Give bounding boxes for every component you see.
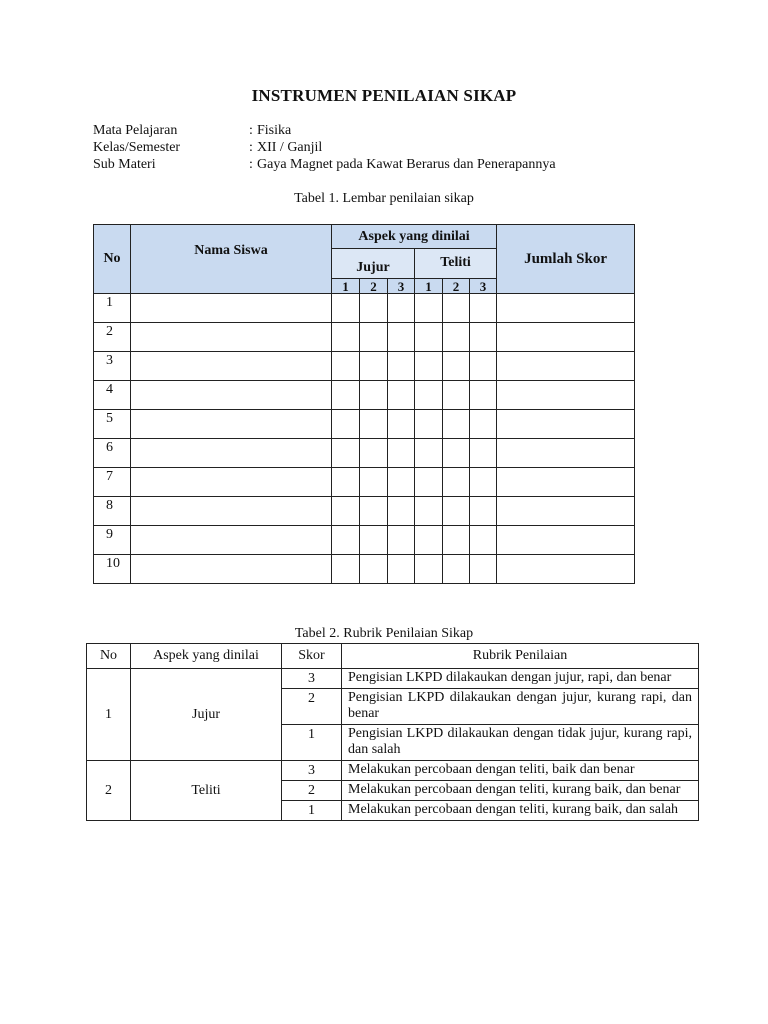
teliti-2-cell[interactable] [443, 468, 470, 497]
jujur-2-cell[interactable] [360, 468, 388, 497]
teliti-1-cell[interactable] [415, 352, 443, 381]
teliti-1-cell[interactable] [415, 294, 443, 323]
teliti-3-cell[interactable] [470, 497, 497, 526]
rubric-description: Melakukan percobaan dengan teliti, kurang baik, dan benar [342, 781, 699, 801]
total-score-cell[interactable] [497, 410, 635, 439]
meta-row-submaterial [93, 156, 556, 173]
rubric-header-score: Skor [282, 644, 342, 669]
rubric-score: 3 [282, 669, 342, 689]
total-score-cell[interactable] [497, 555, 635, 584]
total-score-cell[interactable] [497, 468, 635, 497]
teliti-2-cell[interactable] [443, 323, 470, 352]
header-teliti-3: 3 [470, 279, 497, 294]
teliti-2-cell[interactable] [443, 526, 470, 555]
row-number: 4 [94, 381, 131, 410]
student-row [94, 352, 635, 381]
header-aspect: Aspek yang dinilai [332, 225, 497, 249]
teliti-1-cell[interactable] [415, 555, 443, 584]
rubric-description: Melakukan percobaan dengan teliti, baik dan benar [342, 761, 699, 781]
student-row [94, 526, 635, 555]
header-teliti: Teliti [415, 249, 497, 279]
meta-label: Mata Pelajaran [93, 123, 178, 138]
row-number: 8 [94, 497, 131, 526]
rubric-score: 2 [282, 781, 342, 801]
rubric-description: Melakukan percobaan dengan teliti, kurang baik, dan salah [342, 801, 699, 821]
jujur-3-cell[interactable] [388, 497, 415, 526]
student-name-cell[interactable] [131, 323, 332, 352]
meta-row-class [93, 139, 556, 156]
teliti-2-cell[interactable] [443, 294, 470, 323]
student-row [94, 323, 635, 352]
jujur-1-cell[interactable] [332, 352, 360, 381]
jujur-1-cell[interactable] [332, 381, 360, 410]
jujur-2-cell[interactable] [360, 294, 388, 323]
header-total-score: Jumlah Skor [497, 225, 635, 294]
teliti-3-cell[interactable] [470, 468, 497, 497]
rubric-aspect: Jujur [131, 669, 282, 761]
row-number: 7 [94, 468, 131, 497]
student-name-cell[interactable] [131, 497, 332, 526]
jujur-3-cell[interactable] [388, 526, 415, 555]
total-score-cell[interactable] [497, 439, 635, 468]
attitude-rubric-table [86, 643, 699, 821]
jujur-2-cell[interactable] [360, 439, 388, 468]
jujur-1-cell[interactable] [332, 439, 360, 468]
teliti-1-cell[interactable] [415, 468, 443, 497]
jujur-3-cell[interactable] [388, 294, 415, 323]
teliti-3-cell[interactable] [470, 323, 497, 352]
row-number: 1 [94, 294, 131, 323]
meta-colon: : [249, 157, 253, 172]
student-row [94, 468, 635, 497]
teliti-2-cell[interactable] [443, 439, 470, 468]
jujur-3-cell[interactable] [388, 381, 415, 410]
total-score-cell[interactable] [497, 497, 635, 526]
teliti-1-cell[interactable] [415, 439, 443, 468]
header-jujur-3: 3 [388, 279, 415, 294]
student-name-cell[interactable] [131, 555, 332, 584]
rubric-header-no: No [87, 644, 131, 669]
meta-info [93, 122, 556, 173]
student-row [94, 410, 635, 439]
student-name-cell[interactable] [131, 410, 332, 439]
total-score-cell[interactable] [497, 381, 635, 410]
student-name-cell[interactable] [131, 468, 332, 497]
rubric-score: 3 [282, 761, 342, 781]
header-student-name: Nama Siswa [131, 225, 332, 294]
meta-row-subject [93, 122, 556, 139]
rubric-description: Pengisian LKPD dilakaukan dengan tidak jujur, kurang rapi, dan salah [342, 725, 699, 761]
rubric-no: 1 [87, 669, 131, 761]
student-name-cell[interactable] [131, 294, 332, 323]
teliti-3-cell[interactable] [470, 410, 497, 439]
attitude-assessment-table [93, 224, 635, 584]
student-name-cell[interactable] [131, 526, 332, 555]
teliti-1-cell[interactable] [415, 526, 443, 555]
jujur-2-cell[interactable] [360, 526, 388, 555]
total-score-cell[interactable] [497, 526, 635, 555]
rubric-header-rubric: Rubrik Penilaian [342, 644, 699, 669]
teliti-3-cell[interactable] [470, 555, 497, 584]
jujur-2-cell[interactable] [360, 497, 388, 526]
rubric-header-aspect: Aspek yang dinilai [131, 644, 282, 669]
header-jujur-1: 1 [332, 279, 360, 294]
rubric-description: Pengisian LKPD dilakaukan dengan jujur, rapi, dan benar [342, 669, 699, 689]
student-row [94, 497, 635, 526]
header-jujur-2: 2 [360, 279, 388, 294]
rubric-description: Pengisian LKPD dilakaukan dengan jujur, kurang rapi, dan benar [342, 689, 699, 725]
row-number: 2 [94, 323, 131, 352]
teliti-1-cell[interactable] [415, 323, 443, 352]
table1-caption: Tabel 1. Lembar penilaian sikap [294, 191, 474, 206]
meta-value: Fisika [257, 123, 292, 138]
teliti-2-cell[interactable] [443, 410, 470, 439]
teliti-1-cell[interactable] [415, 381, 443, 410]
row-number: 9 [94, 526, 131, 555]
student-row [94, 381, 635, 410]
table2-caption: Tabel 2. Rubrik Penilaian Sikap [294, 626, 474, 641]
jujur-1-cell[interactable] [332, 468, 360, 497]
teliti-3-cell[interactable] [470, 439, 497, 468]
header-no: No [94, 225, 131, 294]
rubric-score: 1 [282, 801, 342, 821]
student-name-cell[interactable] [131, 439, 332, 468]
meta-colon: : [249, 140, 253, 155]
meta-colon: : [249, 123, 253, 138]
row-number: 10 [94, 555, 131, 584]
teliti-2-cell[interactable] [443, 555, 470, 584]
jujur-2-cell[interactable] [360, 352, 388, 381]
meta-value: Gaya Magnet pada Kawat Berarus dan Penerapannya [257, 157, 556, 172]
row-number: 5 [94, 410, 131, 439]
rubric-score: 2 [282, 689, 342, 725]
student-row [94, 294, 635, 323]
student-name-cell[interactable] [131, 352, 332, 381]
student-row [94, 555, 635, 584]
teliti-3-cell[interactable] [470, 526, 497, 555]
total-score-cell[interactable] [497, 352, 635, 381]
header-teliti-1: 1 [415, 279, 443, 294]
teliti-2-cell[interactable] [443, 497, 470, 526]
teliti-3-cell[interactable] [470, 381, 497, 410]
jujur-1-cell[interactable] [332, 526, 360, 555]
teliti-2-cell[interactable] [443, 381, 470, 410]
teliti-1-cell[interactable] [415, 410, 443, 439]
row-number: 6 [94, 439, 131, 468]
jujur-3-cell[interactable] [388, 323, 415, 352]
jujur-3-cell[interactable] [388, 555, 415, 584]
jujur-1-cell[interactable] [332, 294, 360, 323]
jujur-2-cell[interactable] [360, 410, 388, 439]
meta-value: XII / Ganjil [257, 140, 323, 155]
rubric-no: 2 [87, 761, 131, 821]
jujur-1-cell[interactable] [332, 410, 360, 439]
teliti-3-cell[interactable] [470, 294, 497, 323]
jujur-1-cell[interactable] [332, 497, 360, 526]
rubric-score: 1 [282, 725, 342, 761]
teliti-2-cell[interactable] [443, 352, 470, 381]
header-teliti-2: 2 [443, 279, 470, 294]
meta-label: Kelas/Semester [93, 140, 181, 155]
header-jujur: Jujur [332, 249, 415, 279]
student-name-cell[interactable] [131, 381, 332, 410]
student-row [94, 439, 635, 468]
jujur-3-cell[interactable] [388, 352, 415, 381]
jujur-3-cell[interactable] [388, 439, 415, 468]
teliti-3-cell[interactable] [470, 352, 497, 381]
total-score-cell[interactable] [497, 294, 635, 323]
total-score-cell[interactable] [497, 323, 635, 352]
row-number: 3 [94, 352, 131, 381]
document-title: INSTRUMEN PENILAIAN SIKAP [251, 86, 517, 105]
jujur-3-cell[interactable] [388, 410, 415, 439]
jujur-1-cell[interactable] [332, 555, 360, 584]
jujur-2-cell[interactable] [360, 555, 388, 584]
teliti-1-cell[interactable] [415, 497, 443, 526]
jujur-1-cell[interactable] [332, 323, 360, 352]
jujur-3-cell[interactable] [388, 468, 415, 497]
rubric-aspect: Teliti [131, 761, 282, 821]
jujur-2-cell[interactable] [360, 381, 388, 410]
meta-label: Sub Materi [93, 157, 156, 172]
jujur-2-cell[interactable] [360, 323, 388, 352]
